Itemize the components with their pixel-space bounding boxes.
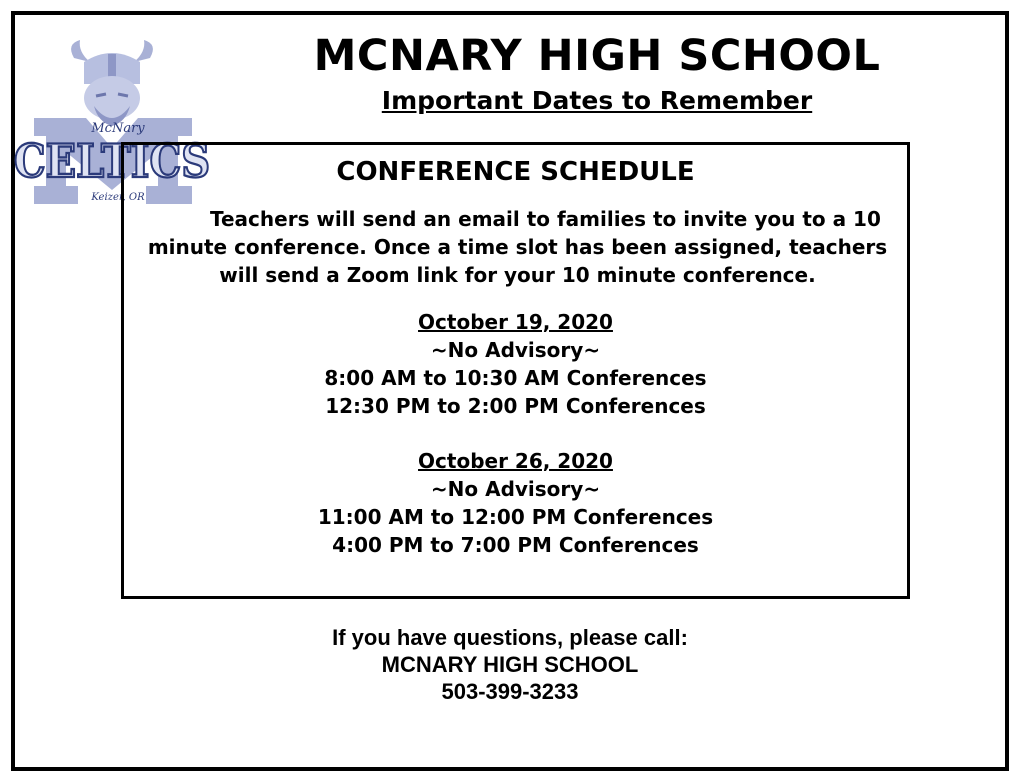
date-heading: October 19, 2020 — [418, 310, 613, 334]
intro-line: Teachers will send an email to families to invite you to a 10 — [210, 207, 881, 231]
conference-schedule-box — [121, 142, 910, 599]
schedule-heading: CONFERENCE SCHEDULE — [336, 157, 695, 187]
time-slot: 8:00 AM to 10:30 AM Conferences — [324, 366, 707, 390]
schedule-intro — [130, 205, 905, 289]
contact-phone: 503-399-3233 — [441, 679, 579, 704]
date-heading: October 26, 2020 — [418, 449, 613, 473]
contact-footer — [240, 624, 780, 705]
time-slot: 11:00 AM to 12:00 PM Conferences — [317, 505, 714, 529]
logo-bottom-text: Keizer, OR — [91, 192, 145, 203]
time-slot: 4:00 PM to 7:00 PM Conferences — [332, 533, 699, 557]
page-subtitle: Important Dates to Remember — [381, 86, 813, 115]
intro-line: will send a Zoom link for your 10 minute conference. — [219, 263, 816, 287]
logo-top-text: McNary — [91, 121, 145, 136]
page-title: MCNARY HIGH SCHOOL — [313, 31, 881, 81]
intro-line: minute conference. Once a time slot has been assigned, teachers — [147, 235, 888, 259]
advisory-note: ~No Advisory~ — [430, 477, 601, 501]
logo-main-text: CELTICS — [13, 135, 211, 189]
contact-question: If you have questions, please call: — [332, 625, 688, 650]
date-block-oct-19 — [124, 308, 907, 420]
time-slot: 12:30 PM to 2:00 PM Conferences — [325, 394, 706, 418]
advisory-note: ~No Advisory~ — [430, 338, 601, 362]
contact-school: MCNARY HIGH SCHOOL — [381, 652, 639, 677]
date-block-oct-26 — [124, 447, 907, 559]
